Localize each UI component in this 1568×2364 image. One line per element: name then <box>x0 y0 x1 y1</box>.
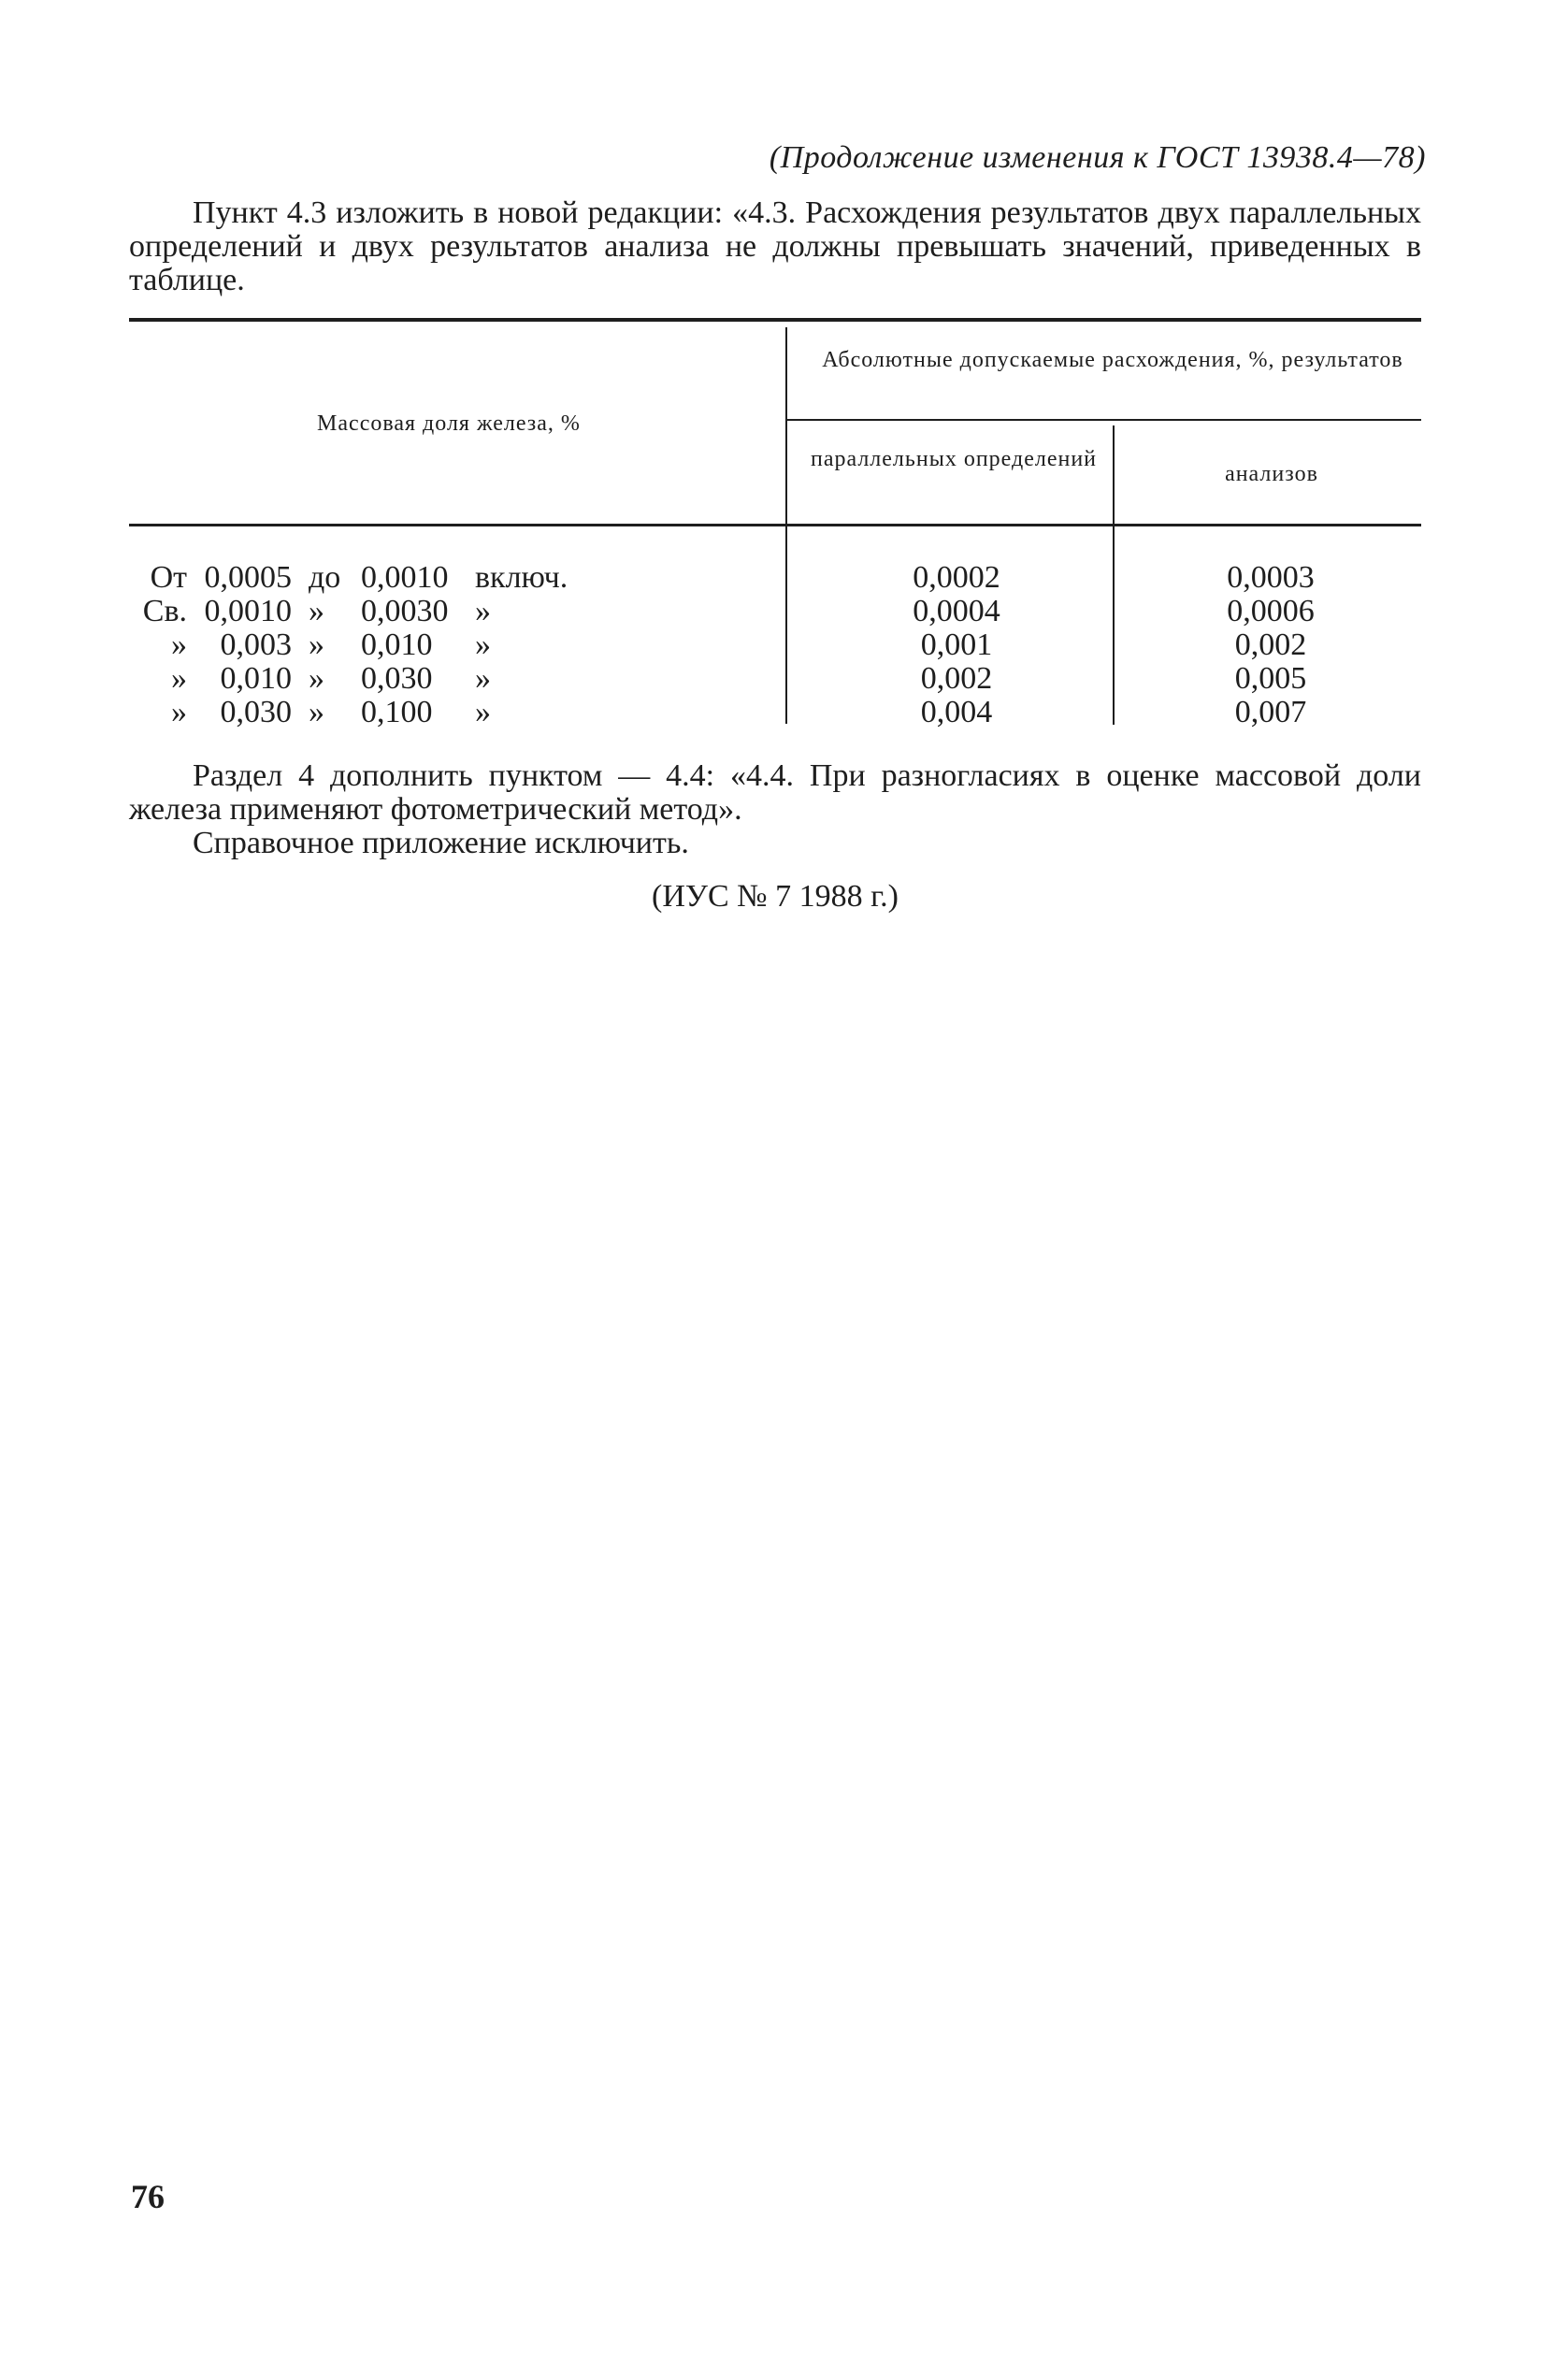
table-row <box>0 696 1568 729</box>
table-body <box>0 561 1568 729</box>
section4-paragraph: Раздел 4 дополнить пунктом — 4.4: «4.4. При разногласиях в оценке массовой доли железа применяют фотометрический метод». <box>129 758 1421 827</box>
table-row <box>0 628 1568 662</box>
column-header-mass-fraction: Массовая доля железа, % <box>317 411 581 436</box>
row-to-value: 0,0010 <box>361 560 449 595</box>
continuation-header: (Продолжение изменения к ГОСТ 13938.4—78) <box>769 140 1426 175</box>
row-suffix: включ. <box>475 560 568 595</box>
row-parallel-value: 0,002 <box>920 661 993 696</box>
row-to-word: » <box>309 661 324 696</box>
table-top-rule <box>129 318 1421 322</box>
row-analysis-value: 0,007 <box>1234 695 1307 729</box>
table-header-rule <box>129 524 1421 526</box>
row-from-value: 0,010 <box>220 661 292 696</box>
row-prefix: » <box>171 695 187 729</box>
row-analysis-value: 0,0003 <box>1227 560 1315 595</box>
row-to-word: » <box>309 695 324 729</box>
row-suffix: » <box>475 661 491 696</box>
row-to-word: до <box>309 560 341 595</box>
appendix-paragraph: Справочное приложение исключить. <box>193 826 689 860</box>
intro-paragraph: Пункт 4.3 изложить в новой редакции: «4.3. Расхождения результатов двух параллельных определений и двух результатов анализа не должны превышать значений, приведенных в таблице. <box>129 195 1421 297</box>
row-prefix: » <box>171 661 187 696</box>
row-to-value: 0,010 <box>361 627 433 662</box>
row-suffix: » <box>475 594 491 628</box>
row-from-value: 0,0010 <box>204 594 292 628</box>
table-subheader-rule <box>787 419 1421 421</box>
row-prefix: » <box>171 627 187 662</box>
row-analysis-value: 0,005 <box>1234 661 1307 696</box>
row-suffix: » <box>475 627 491 662</box>
row-to-value: 0,030 <box>361 661 433 696</box>
source-reference: (ИУС № 7 1988 г.) <box>652 879 899 914</box>
row-to-value: 0,0030 <box>361 594 449 628</box>
row-from-value: 0,003 <box>220 627 292 662</box>
row-parallel-value: 0,004 <box>920 695 993 729</box>
row-parallel-value: 0,0002 <box>913 560 1000 595</box>
page-number: 76 <box>131 2178 165 2215</box>
table-row <box>0 561 1568 595</box>
row-analysis-value: 0,0006 <box>1227 594 1315 628</box>
row-analysis-value: 0,002 <box>1234 627 1307 662</box>
column-header-parallel: параллельных определений <box>810 447 1098 471</box>
row-to-word: » <box>309 594 324 628</box>
row-to-word: » <box>309 627 324 662</box>
row-to-value: 0,100 <box>361 695 433 729</box>
row-parallel-value: 0,001 <box>920 627 993 662</box>
table-row <box>0 595 1568 628</box>
row-from-value: 0,0005 <box>204 560 292 595</box>
row-parallel-value: 0,0004 <box>913 594 1000 628</box>
row-prefix: От <box>150 560 187 595</box>
row-from-value: 0,030 <box>220 695 292 729</box>
table-row <box>0 662 1568 696</box>
row-suffix: » <box>475 695 491 729</box>
column-header-absolute-discrepancy: Абсолютные допускаемые расхождения, %, результатов <box>822 348 1403 372</box>
row-prefix: Св. <box>142 594 187 628</box>
column-header-analysis: анализов <box>1225 462 1318 486</box>
